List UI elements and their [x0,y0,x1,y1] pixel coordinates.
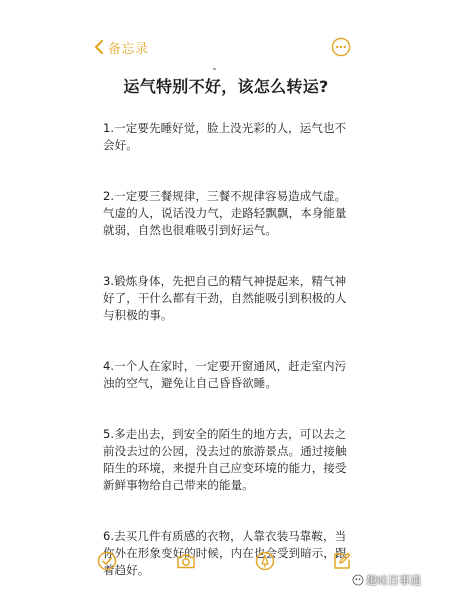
note-paragraph: 6.去买几件有质感的衣物，人靠衣装马靠鞍，当你外在形象变好的时候，内在也会受到暗示，跟着趋好。 [103,529,347,577]
camera-icon [175,550,197,572]
watermark-logo-icon [352,574,364,586]
bottom-toolbar [0,550,449,574]
checklist-icon [96,550,118,572]
ellipsis-circle-icon[interactable] [331,37,351,57]
watermark-text: 趣味百事通 [366,575,421,587]
note-paragraph: 1.一定要先睡好觉，脸上没光彩的人，运气也不会好。 [103,121,347,152]
compose-icon [331,550,353,572]
chevron-left-icon [92,38,106,56]
markup-pen-icon [254,550,276,572]
compose-button[interactable] [331,550,353,572]
note-paragraph: 4.一个人在家时，一定要开窗通风，赶走室内污浊的空气，避免让自己昏昏欲睡。 [103,359,347,390]
note-body[interactable] [103,74,349,579]
note-paragraph: 2.一定要三餐规律，三餐不规律容易造成气虚。气虚的人，说话没力气，走路轻飘飘，本身能量就弱，自然也很难吸引到好运气。 [103,189,347,237]
markup-button[interactable] [254,550,276,572]
camera-button[interactable] [175,550,197,572]
note-paragraph: 3.锻炼身体，先把自己的精气神提起来，精气神好了，干什么都有干劲，自然能吸引到积极的人与积极的事。 [103,274,347,322]
scroll-indicator [213,68,216,70]
note-paragraph: 5.多走出去，到安全的陌生的地方去，可以去之前没去过的公园，没去过的旅游景点。通过接触陌生的环境，来提升自己应变环境的能力，接受新鲜事物给自己带来的能量。 [103,427,347,492]
watermark [352,572,421,588]
back-label: 备忘录 [108,41,149,57]
checklist-button[interactable] [96,550,118,572]
note-title: 运气特别不好，该怎么转运? [123,77,329,96]
back-button[interactable] [92,34,149,60]
nav-bar [0,34,449,60]
